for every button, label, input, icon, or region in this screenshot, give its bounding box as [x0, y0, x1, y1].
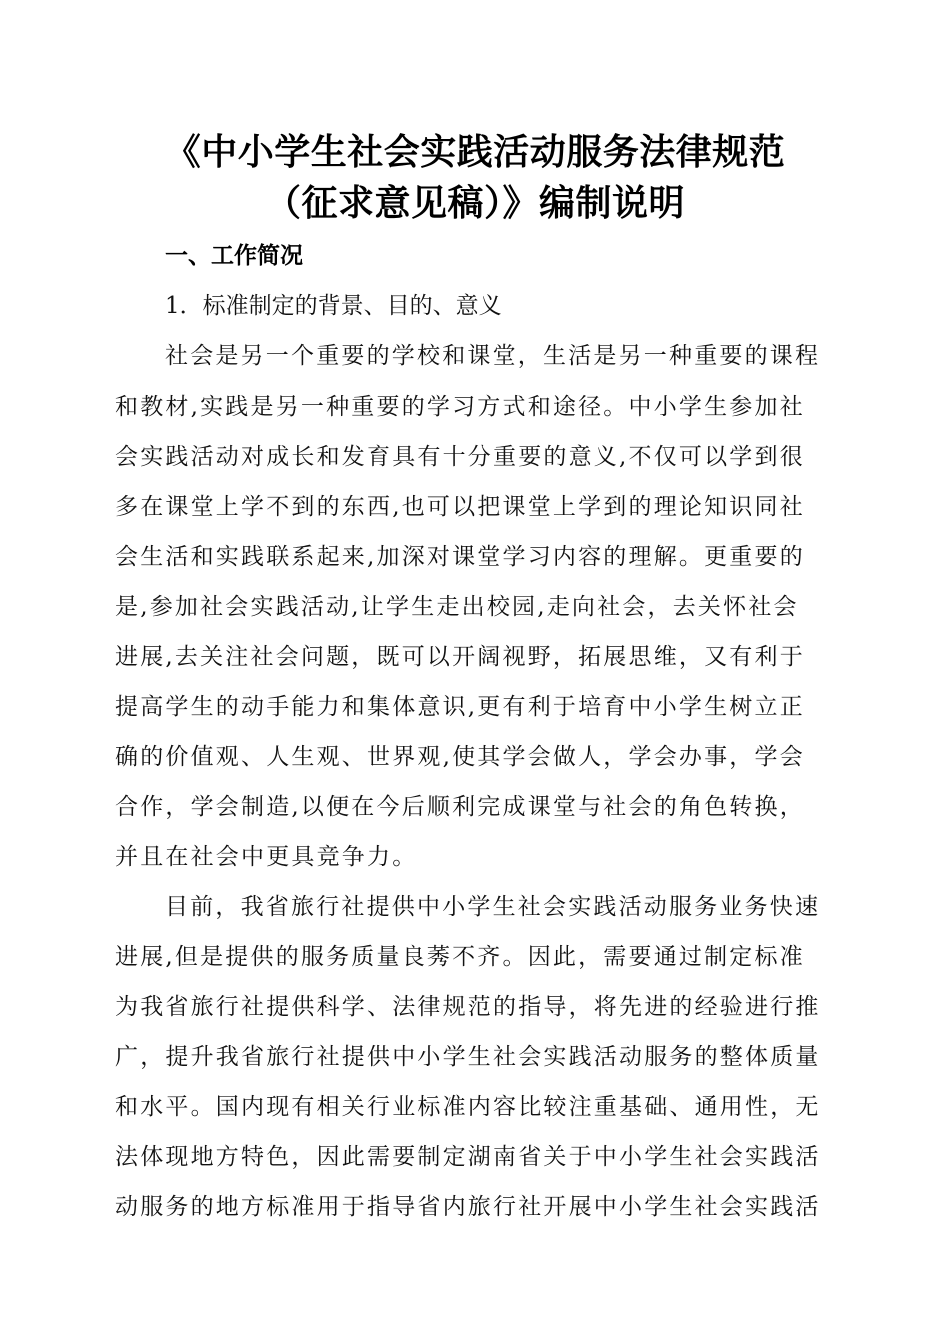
- paragraph-line: 动服务的地方标准用于指导省内旅行社开展中小学生社会实践活: [115, 1194, 821, 1220]
- paragraph-line: 法体现地方特色，因此需要制定湖南省关于中小学生社会实践活: [115, 1144, 821, 1170]
- document-title-line-1: 《中小学生社会实践活动服务法律规范: [164, 132, 786, 173]
- paragraph-line: 并且在社会中更具竞争力。: [115, 844, 418, 870]
- paragraph-line: 和教材,实践是另一种重要的学习方式和途径。中小学生参加社: [115, 394, 805, 420]
- section-heading: 一、工作简况: [165, 243, 303, 269]
- paragraph-line: 会生活和实践联系起来,加深对课堂学习内容的理解。更重要的: [115, 544, 805, 570]
- paragraph-line: 目前，我省旅行社提供中小学生社会实践活动服务业务快速: [165, 894, 821, 920]
- paragraph-line: 多在课堂上学不到的东西,也可以把课堂上学到的理论知识同社: [115, 494, 805, 520]
- paragraph-line: 进展,去关注社会问题，既可以开阔视野，拓展思维，又有利于: [115, 644, 805, 670]
- paragraph-line: 会实践活动对成长和发育具有十分重要的意义,不仅可以学到很: [115, 444, 805, 470]
- subsection-heading: 1．标准制定的背景、目的、意义: [165, 293, 502, 319]
- paragraph-line: 社会是另一个重要的学校和课堂，生活是另一种重要的课程: [165, 343, 821, 369]
- paragraph-line: 进展,但是提供的服务质量良莠不齐。因此，需要通过制定标准: [115, 944, 805, 970]
- document-title-line-2: （征求意见稿）》编制说明: [264, 183, 685, 224]
- paragraph-line: 是,参加社会实践活动,让学生走出校园,走向社会，去关怀社会: [115, 594, 799, 620]
- paragraph-line: 合作，学会制造,以便在今后顺利完成课堂与社会的角色转换，: [115, 794, 805, 820]
- paragraph-line: 广，提升我省旅行社提供中小学生社会实践活动服务的整体质量: [115, 1044, 821, 1070]
- paragraph-line: 为我省旅行社提供科学、法律规范的指导，将先进的经验进行推: [115, 994, 821, 1020]
- paragraph-line: 确的价值观、人生观、世界观,使其学会做人，学会办事，学会: [115, 744, 805, 770]
- paragraph-line: 提高学生的动手能力和集体意识,更有利于培育中小学生树立正: [115, 694, 805, 720]
- paragraph-line: 和水平。国内现有相关行业标准内容比较注重基础、通用性，无: [115, 1094, 821, 1120]
